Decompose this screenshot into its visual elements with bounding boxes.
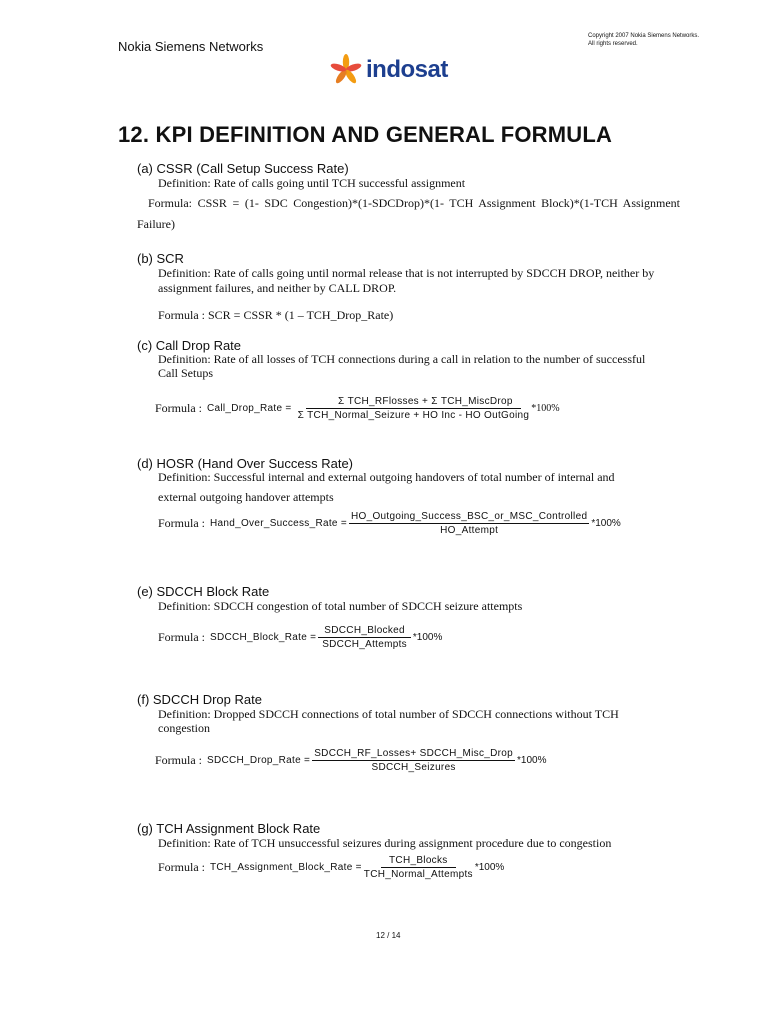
formula-lhs: TCH_Assignment_Block_Rate = <box>210 862 362 873</box>
page-title: 12. KPI DEFINITION AND GENERAL FORMULA <box>118 122 613 147</box>
page-number: 12 / 14 <box>376 931 401 940</box>
formula-multiplier: *100% <box>474 862 505 873</box>
section-g-heading: (g) TCH Assignment Block Rate <box>137 821 321 836</box>
formula-numerator: Σ TCH_RFlosses + Σ TCH_MiscDrop <box>306 396 521 409</box>
section-d-definition-2: external outgoing handover attempts <box>158 490 334 504</box>
formula-label: Formula : <box>158 516 205 530</box>
formula-lhs: SDCCH_Block_Rate = <box>210 632 317 643</box>
section-d-definition-1: Definition: Successful internal and external outgoing handovers of total number of internal and <box>158 470 615 484</box>
copyright-line-1: Copyright 2007 Nokia Siemens Networks. <box>588 33 700 39</box>
formula-multiplier: *100% <box>531 403 560 414</box>
formula-fraction <box>349 511 589 536</box>
logo-wordmark: indosat <box>366 56 448 83</box>
section-e-formula <box>158 625 442 650</box>
formula-fraction <box>312 748 515 773</box>
section-c-definition-1: Definition: Rate of all losses of TCH connections during a call in relation to the number of successful <box>158 352 646 366</box>
section-e-heading: (e) SDCCH Block Rate <box>137 584 270 599</box>
section-d-heading: (d) HOSR (Hand Over Success Rate) <box>137 456 354 471</box>
formula-denominator: SDCCH_Seizures <box>371 762 456 773</box>
section-c-definition-2: Call Setups <box>158 366 214 380</box>
section-d-formula <box>158 511 621 536</box>
section-a-formula: Formula: CSSR = (1- SDC Congestion)*(1-SDCDrop)*(1- TCH Assignment Block)*(1-TCH Assignment <box>148 196 680 210</box>
section-g-definition: Definition: Rate of TCH unsuccessful seizures during assignment procedure due to congestion <box>158 836 612 850</box>
section-b-definition-2: assignment failures, and neither by CALL DROP. <box>158 281 397 295</box>
indosat-logo <box>330 54 448 86</box>
formula-label: Formula : <box>158 630 205 644</box>
indosat-star-logo-icon <box>330 54 362 86</box>
formula-multiplier: *100% <box>412 632 443 643</box>
formula-denominator: HO_Attempt <box>440 525 499 536</box>
formula-label: Formula : <box>155 753 202 767</box>
formula-lhs: Hand_Over_Success_Rate = <box>210 518 347 529</box>
formula-label: Formula : <box>158 860 205 874</box>
formula-numerator: SDCCH_RF_Losses+ SDCCH_Misc_Drop <box>314 748 514 759</box>
company-name: Nokia Siemens Networks <box>118 39 264 54</box>
section-f-heading: (f) SDCCH Drop Rate <box>137 692 262 707</box>
formula-numerator: HO_Outgoing_Success_BSC_or_MSC_Controlled <box>351 511 588 522</box>
formula-lhs: SDCCH_Drop_Rate = <box>207 755 311 766</box>
section-f-definition-2: congestion <box>158 721 210 735</box>
formula-lhs: Call_Drop_Rate = <box>207 403 292 414</box>
section-c-heading: (c) Call Drop Rate <box>137 338 242 353</box>
section-b-formula: Formula : SCR = CSSR * (1 – TCH_Drop_Rate) <box>158 308 394 322</box>
formula-label: Formula : <box>155 401 202 415</box>
section-g-formula <box>158 855 504 880</box>
section-f-definition-1: Definition: Dropped SDCCH connections of total number of SDCCH connections without TCH <box>158 707 619 721</box>
section-c-formula <box>155 396 560 421</box>
section-b-heading: (b) SCR <box>137 251 184 266</box>
section-a-definition: Definition: Rate of calls going until TCH successful assignment <box>158 176 466 190</box>
copyright-notice <box>588 32 718 48</box>
section-e-definition: Definition: SDCCH congestion of total number of SDCCH seizure attempts <box>158 599 523 613</box>
section-a-heading: (a) CSSR (Call Setup Success Rate) <box>137 161 349 176</box>
formula-fraction <box>298 396 530 421</box>
section-a-formula-cont: Failure) <box>137 217 175 231</box>
formula-numerator: SDCCH_Blocked <box>318 625 411 638</box>
formula-denominator: TCH_Normal_Attempts <box>363 869 473 880</box>
formula-denominator: Σ TCH_Normal_Seizure + HO Inc - HO OutGoing <box>297 410 530 421</box>
section-b-definition-1: Definition: Rate of calls going until normal release that is not interrupted by SDCCH DROP, neither by <box>158 266 655 280</box>
section-f-formula <box>155 748 547 773</box>
formula-fraction <box>364 855 473 880</box>
formula-multiplier: *100% <box>591 518 621 529</box>
formula-numerator: TCH_Blocks <box>381 855 456 868</box>
formula-multiplier: *100% <box>517 755 547 766</box>
formula-denominator: SDCCH_Attempts <box>322 639 407 650</box>
copyright-line-2: All rights reserved. <box>588 41 638 47</box>
formula-fraction <box>318 625 411 650</box>
